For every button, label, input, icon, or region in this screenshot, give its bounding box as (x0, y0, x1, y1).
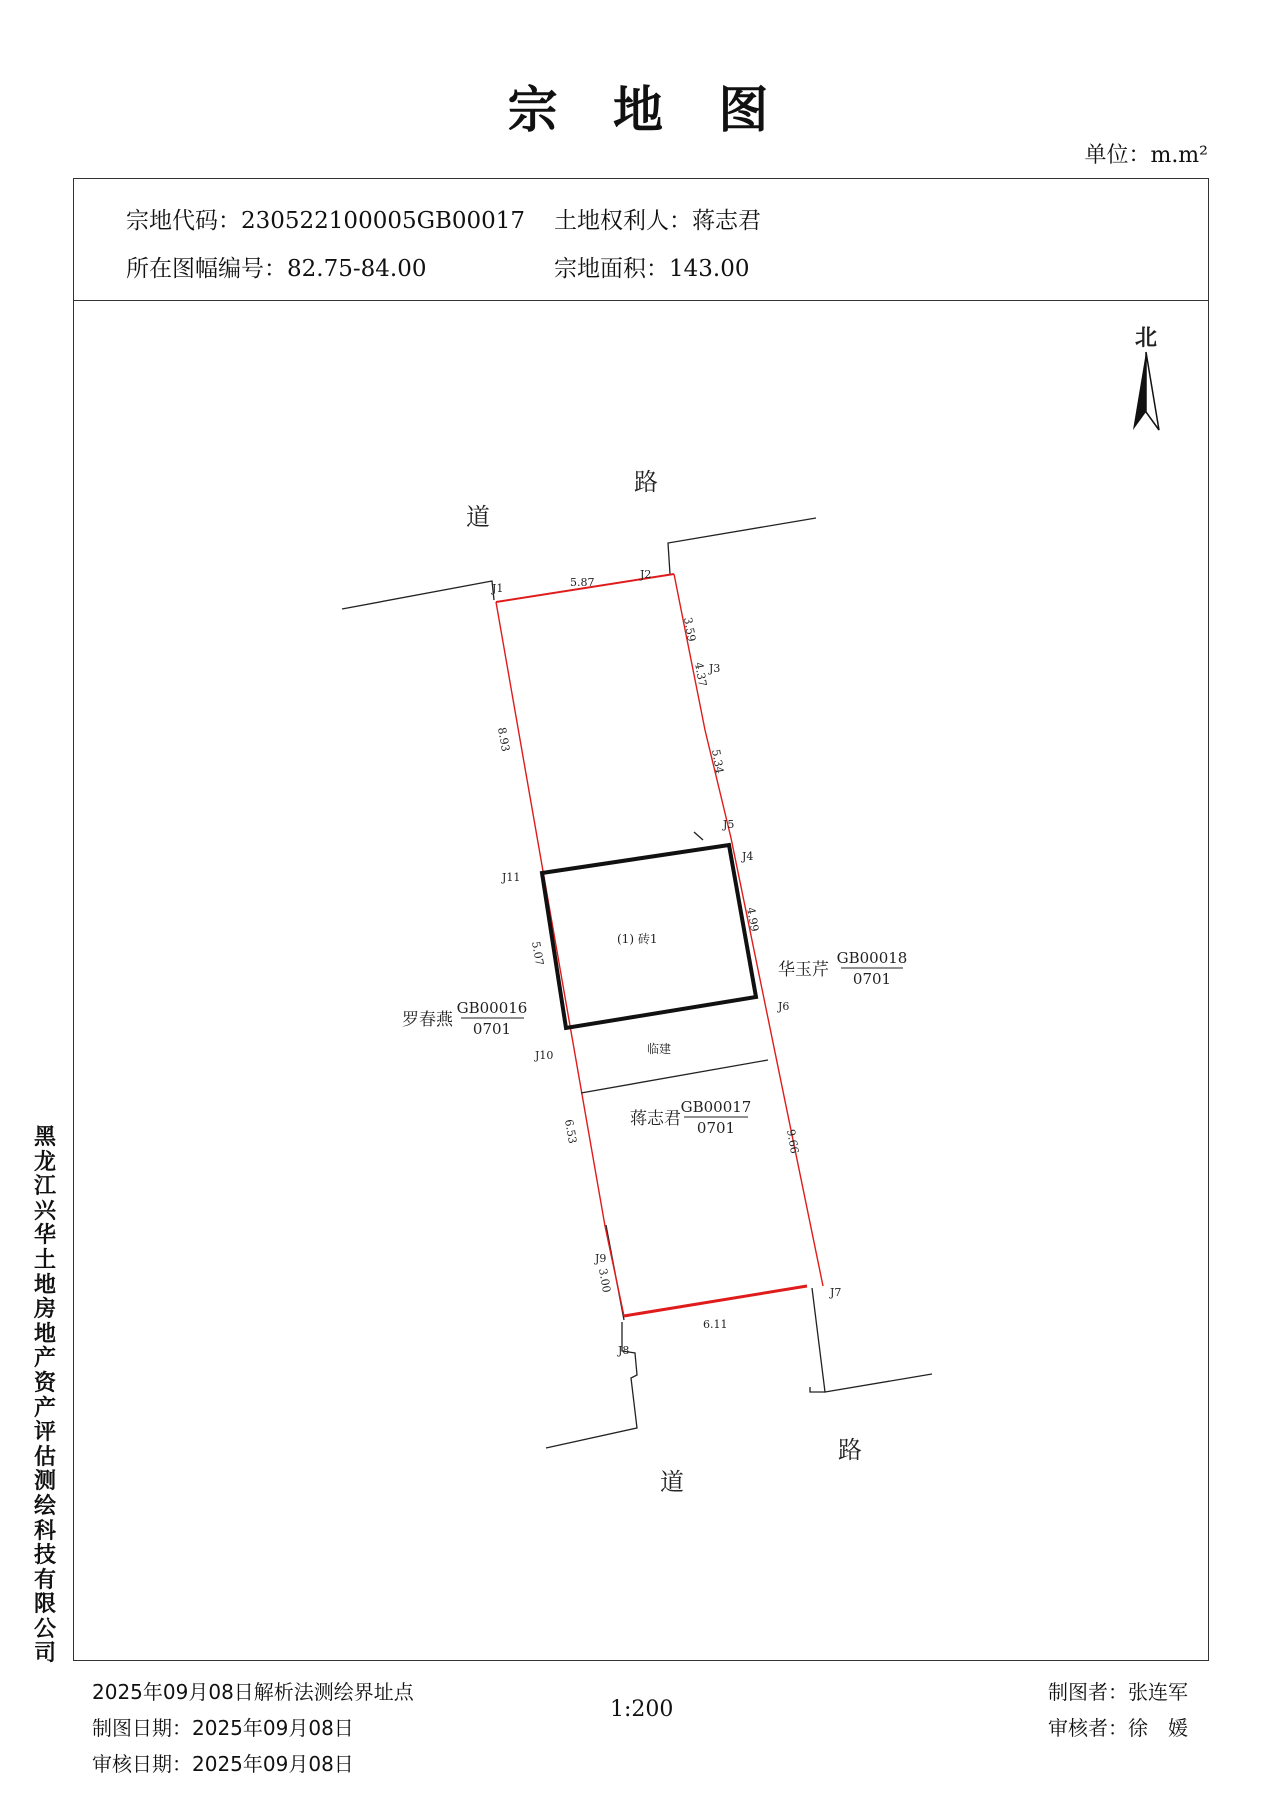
point-j10: J10 (535, 1049, 554, 1062)
neighbor-west-name: 罗春燕 (402, 1010, 453, 1030)
edge-j10-j11: 5.07 (529, 940, 547, 967)
neighbor-east-name: 华玉芹 (778, 960, 829, 980)
edge-j7-j8: 6.11 (703, 1318, 728, 1331)
north-label: 北 (1134, 325, 1158, 351)
company-name: 黑龙江兴华土地房地产资产评估测绘科技有限公司 (34, 1125, 57, 1667)
parcel-area: 宗地面积：143.00 (554, 256, 750, 282)
page-title: 宗 地 图 (507, 80, 773, 139)
neighbor-west (402, 999, 527, 1038)
draw-date: 制图日期：2025年09月08日 (92, 1716, 354, 1740)
point-j6: J6 (778, 1000, 790, 1013)
edge-j4-j6: 4.99 (744, 906, 762, 933)
reviewer: 审核者：徐 媛 (1048, 1716, 1188, 1740)
edge-j9-j10: 6.53 (562, 1118, 580, 1145)
point-j9: J9 (595, 1252, 607, 1265)
point-j8: J8 (618, 1344, 630, 1357)
point-j4: J4 (742, 850, 754, 863)
survey-method: 2025年09月08日解析法测绘界址点 (92, 1680, 414, 1704)
point-j3: J3 (709, 662, 721, 675)
review-date: 审核日期：2025年09月08日 (92, 1752, 354, 1776)
neighbor-west-sub: 0701 (472, 1020, 512, 1038)
edge-j11-j1: 8.93 (495, 726, 513, 753)
parcel-code: 宗地代码：230522100005GB00017 (126, 208, 526, 234)
point-j11: J11 (502, 871, 521, 884)
edge-j6-j7: 9.66 (784, 1128, 802, 1155)
point-j5: J5 (723, 818, 735, 831)
map-scale: 1:200 (610, 1697, 674, 1722)
road-lines (342, 518, 932, 1448)
parcel-owner-name: 蒋志君 (630, 1109, 681, 1129)
north-arrow-icon (1133, 352, 1159, 430)
temp-building-line (581, 1060, 768, 1093)
neighbor-east (778, 949, 907, 988)
neighbor-east-code: GB00018 (836, 949, 908, 967)
neighbor-east-sub: 0701 (852, 970, 892, 988)
edge-j3-j5: 5.34 (709, 748, 727, 775)
point-j7: J7 (830, 1286, 842, 1299)
edge-j2-j3b: 4.37 (692, 661, 710, 688)
edge-j2-j3a: 3.59 (681, 616, 699, 643)
neighbor-west-code: GB00016 (456, 999, 528, 1017)
edge-j8-j9: 3.00 (596, 1267, 614, 1294)
parcel-label (630, 1098, 751, 1137)
unit-label: 单位：m.m² (1084, 143, 1208, 168)
parcel-boundary (496, 574, 823, 1316)
point-j2: J2 (640, 568, 652, 581)
edge-j1-j2: 5.87 (570, 576, 595, 589)
point-j1: J1 (492, 582, 504, 595)
road-label-top-2: 路 (634, 468, 658, 496)
drawer: 制图者：张连军 (1048, 1680, 1188, 1704)
road-label-bottom-2: 路 (838, 1436, 862, 1464)
sheet-number: 所在图幅编号：82.75-84.00 (126, 256, 427, 282)
road-label-bottom-1: 道 (660, 1468, 684, 1496)
building-label: (1) 砖1 (617, 932, 658, 946)
land-owner: 土地权利人：蒋志君 (554, 208, 761, 234)
road-label-top-1: 道 (466, 503, 490, 531)
parcel-sub-label: 0701 (696, 1119, 736, 1137)
parcel-code-label: GB00017 (680, 1098, 752, 1116)
temp-building-label: 临建 (647, 1042, 672, 1056)
